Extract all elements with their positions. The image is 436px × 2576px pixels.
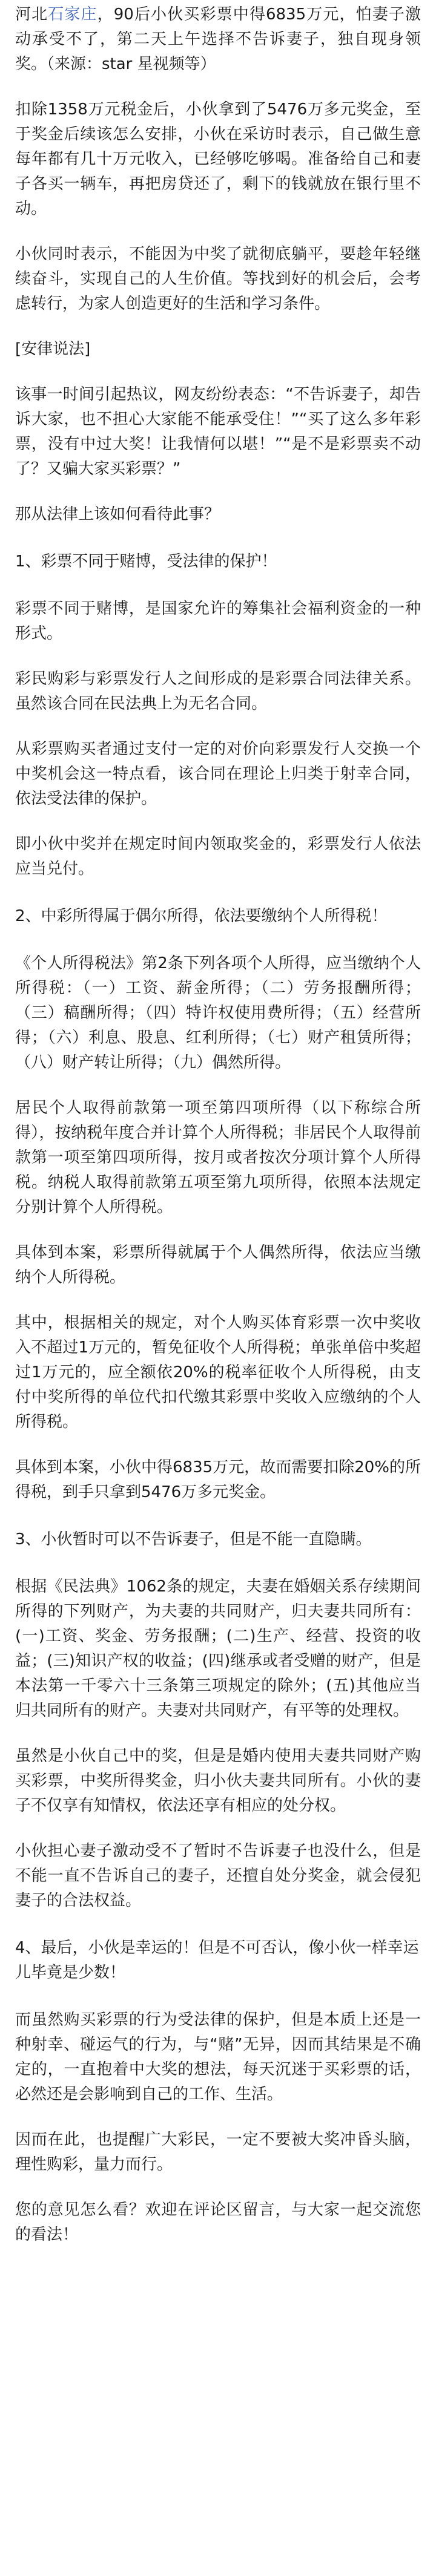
paragraph: 该事一时间引起热议，网友纷纷表态：“不告诉妻子，却告诉大家，也不担心大家能不能承受住！”“买了这么多年彩票，没有中过大奖！让我情何以堪！”“是不是彩票卖不动了？又骗大家买彩票？” [15, 385, 421, 478]
paragraph: 彩票不同于赌博，是国家允许的筹集社会福利资金的一种形式。 [15, 600, 421, 643]
intro-text: ，90后小伙买彩票中得6835万元，怕妻子激动承受不了，第二天上午选择不告诉妻子，独自现身领奖。（来源：star 星视频等） [15, 5, 421, 73]
closing-paragraph: 您的意见怎么看？欢迎在评论区留言，与大家一起交流您的看法！ [15, 2201, 421, 2244]
paragraph: 其中，根据相关的规定，对个人购买体育彩票一次中奖收入不超过1万元的，暂免征收个人所得税；单张单倍中奖超过1万元的，应全额依20%的税率征收个人所得税，由支付中奖所得的单位代扣代缴其彩票中奖收入应缴纳的个人所得税。 [15, 1314, 421, 1431]
paragraph: 具体到本案，小伙中得6835万元，故而需要扣除20%的所得税，到手只拿到5476万多元奖金。 [15, 1458, 421, 1501]
section-heading-3: 3、小伙暂时可以不告诉妻子，但是不能一直隐瞒。 [15, 1530, 372, 1549]
paragraph: 居民个人取得前款第一项至第四项所得（以下称综合所得），按纳税年度合并计算个人所得税；非居民个人取得前款第一项至第四项所得，按月或者按次分项计算个人所得税。纳税人取得前款第五项至第九项所得，依照本法规定分别计算个人所得税。 [15, 1099, 421, 1216]
paragraph: 小伙担心妻子激动受不了暂时不告诉妻子也没什么，但是不能一直不告诉自己的妻子，还擅自处分奖金，就会侵犯妻子的合法权益。 [15, 1842, 421, 1910]
location-link[interactable]: 石家庄 [48, 5, 97, 24]
paragraph: 根据《民法典》1062条的规定，夫妻在婚姻关系存续期间所得的下列财产，为夫妻的共同财产，归夫妻共同所有：(一)工资、奖金、劳务报酬；(二)生产、经营、投资的收益；(三)知识产权的收益；(四)继承或者受赠的财产，但是本法第一千零六十三条第三项规定的除外；(五)其他应当归共同所有的财产。夫妻对共同财产，有平等的处理权。 [15, 1578, 421, 1720]
paragraph: 具体到本案，彩票所得就属于个人偶然所得，依法应当缴纳个人所得税。 [15, 1244, 421, 1286]
section-heading-1: 1、彩票不同于赌博，受法律的保护！ [15, 552, 277, 571]
paragraph: 扣除1358万元税金后，小伙拿到了5476万多元奖金，至于奖金后续该怎么安排，小伙在采访时表示，自己做生意每年都有几十万元收入，已经够吃够喝。准备给自己和妻子各买一辆车，再把房贷还了，剩下的钱就放在银行里不动。 [15, 100, 421, 218]
section-heading-2: 2、中彩所得属于偶尔所得，依法要缴纳个人所得税！ [15, 907, 388, 925]
paragraph: 即小伙中奖并在规定时间内领取奖金的，彩票发行人依法应当兑付。 [15, 835, 421, 878]
question-line: 那从法律上该如何看待此事？ [15, 505, 220, 523]
paragraph: 小伙同时表示，不能因为中奖了就彻底躺平，要趁年轻继续奋斗，实现自己的人生价值。等找到好的机会后，会考虑转行，为家人创造更好的生活和学习条件。 [15, 245, 421, 313]
intro-location-prefix: 河北 [15, 5, 48, 24]
intro-paragraph [15, 2, 421, 77]
section-label: [安律说法] [15, 340, 91, 358]
paragraph: 从彩票购买者通过支付一定的对价向彩票发行人交换一个中奖机会这一特点看，该合同在理论上归类于射幸合同，依法受法律的保护。 [15, 740, 421, 808]
paragraph: 彩民购彩与彩票发行人之间形成的是彩票合同法律关系。虽然该合同在民法典上为无名合同。 [15, 670, 421, 713]
paragraph: 虽然是小伙自己中的奖，但是是婚内使用夫妻共同财产购买彩票，中奖所得奖金，归小伙夫妻共同所有。小伙的妻子不仅享有知情权，依法还享有相应的处分权。 [15, 1747, 421, 1815]
paragraph: 而虽然购买彩票的行为受法律的保护，但是本质上还是一种射幸、碰运气的行为，与“赌”无异，因而其结果是不确定的，一直抱着中大奖的想法，每天沉迷于买彩票的话，必然还是会影响到自己的工作、生活。 [15, 2011, 421, 2103]
paragraph: 因而在此，也提醒广大彩民，一定不要被大奖冲昏头脑，理性购彩，量力而行。 [15, 2131, 421, 2174]
paragraph: 《个人所得税法》第2条下列各项个人所得，应当缴纳个人所得税：（一）工资、薪金所得；（二）劳务报酬所得；（三）稿酬所得；（四）特许权使用费所得；（五）经营所得；（六）利息、股息、红利所得；（七）财产租赁所得；（八）财产转让所得；（九）偶然所得。 [15, 954, 421, 1072]
section-heading-4: 4、最后，小伙是幸运的！但是不可否认，像小伙一样幸运儿毕竟是少数！ [15, 1939, 419, 1982]
